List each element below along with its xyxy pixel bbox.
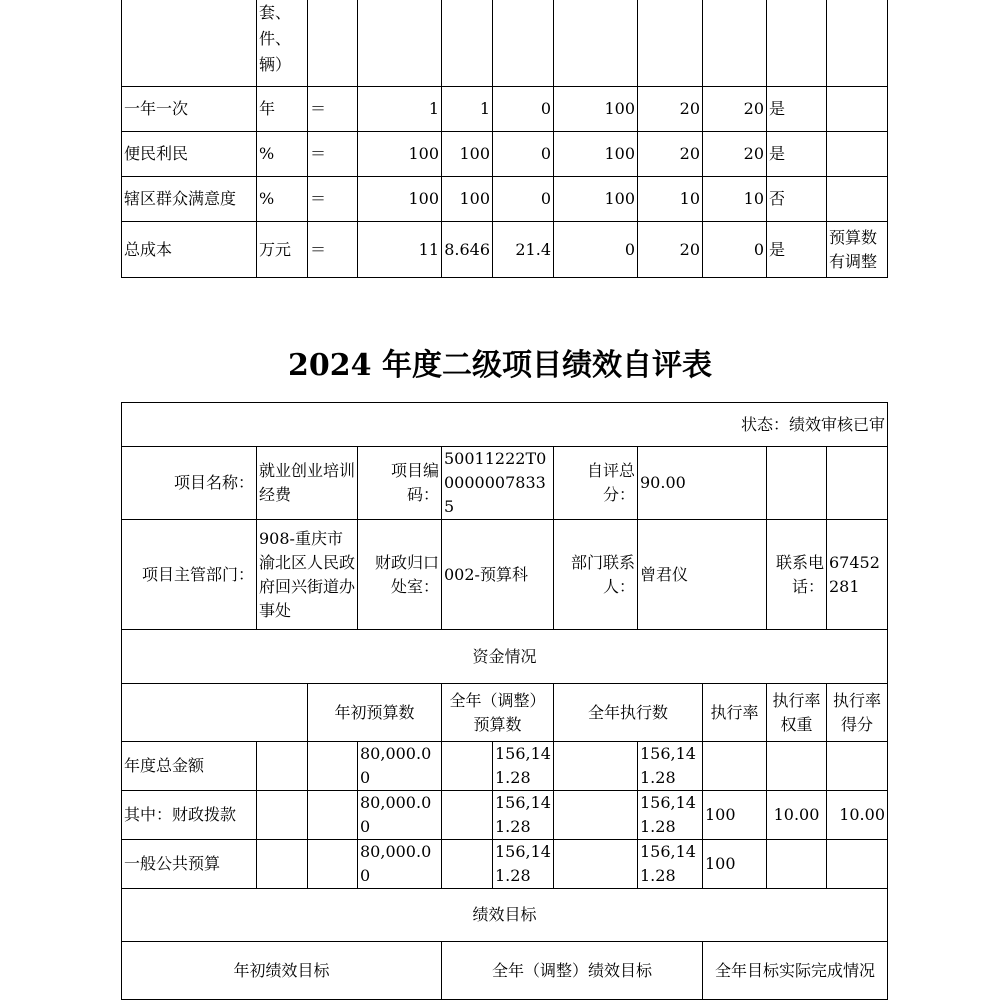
indicator-v3: 0 [493,132,554,177]
perf-header-row [122,942,888,1000]
indicator-row [122,87,888,132]
indicator-unit: 万元 [257,222,308,278]
funds-row-name: 年度总金额 [122,742,257,791]
indicator-v6: 20 [703,132,767,177]
indicator-v6: 20 [703,87,767,132]
header-rate: 执行率 [703,684,767,742]
project-code-label: 项目编码： [358,447,442,520]
indicator-v6: 10 [703,177,767,222]
header-weight: 执行率权重 [767,684,827,742]
funds-row [122,840,888,889]
indicator-v4: 100 [554,177,638,222]
indicator-v5: 20 [638,132,703,177]
dept-info-row [122,520,888,630]
funds-section-title: 资金情况 [122,630,888,684]
funds-rate: 100 [703,791,767,840]
contact-label: 部门联系人： [554,520,638,630]
indicator-v3: 21.4 [493,222,554,278]
indicator-v5: 20 [638,222,703,278]
perf-adjusted-header: 全年（调整）绩效目标 [442,942,703,1000]
indicator-op: ＝ [308,177,358,222]
indicator-note [827,132,888,177]
perf-actual-header: 全年目标实际完成情况 [703,942,888,1000]
dept-name: 908-重庆市渝北区人民政府回兴街道办事处 [257,520,358,630]
funds-weight [767,742,827,791]
funds-initial: 80,000.00 [358,742,442,791]
finance-value: 002-预算科 [442,520,554,630]
indicator-note [827,87,888,132]
funds-executed: 156,141.28 [638,742,703,791]
evaluation-table [121,402,888,1000]
indicator-v5: 10 [638,177,703,222]
indicator-note: 预算数有调整 [827,222,888,278]
header-adjusted-budget: 全年（调整）预算数 [442,684,554,742]
funds-row [122,791,888,840]
indicator-op: ＝ [308,87,358,132]
indicator-flag: 否 [767,177,827,222]
indicator-v2: 1 [442,87,493,132]
indicator-row [122,132,888,177]
indicator-op: ＝ [308,222,358,278]
indicator-v6: 0 [703,222,767,278]
indicator-note [827,177,888,222]
dept-label: 项目主管部门： [122,520,257,630]
indicator-v3: 0 [493,177,554,222]
funds-initial: 80,000.00 [358,791,442,840]
funds-row-name: 一般公共预算 [122,840,257,889]
indicator-v1: 100 [358,177,442,222]
funds-score [827,742,888,791]
project-name-label: 项目名称： [122,447,257,520]
indicator-v2: 100 [442,132,493,177]
project-code: 50011222T000000078335 [442,447,554,520]
funds-rate [703,742,767,791]
indicator-v1: 1 [358,87,442,132]
header-score: 执行率得分 [827,684,888,742]
indicator-flag: 是 [767,132,827,177]
funds-score [827,840,888,889]
header-executed: 全年执行数 [554,684,703,742]
indicator-v2: 8.646 [442,222,493,278]
indicator-row [122,222,888,278]
indicator-v3: 0 [493,87,554,132]
upper-indicator-table [121,0,888,278]
contact-name: 曾君仪 [638,520,767,630]
funds-adjusted: 156,141.28 [493,840,554,889]
indicator-unit: % [257,132,308,177]
indicator-v1: 100 [358,132,442,177]
indicator-unit: 年 [257,87,308,132]
funds-header-row [122,684,888,742]
indicator-v2: 100 [442,177,493,222]
funds-row [122,742,888,791]
funds-executed: 156,141.28 [638,840,703,889]
indicator-v4: 0 [554,222,638,278]
perf-initial-header: 年初绩效目标 [122,942,442,1000]
funds-adjusted: 156,141.28 [493,791,554,840]
funds-initial: 80,000.00 [358,840,442,889]
score-label: 自评总分： [554,447,638,520]
indicator-name: 总成本 [122,222,257,278]
indicator-v4: 100 [554,87,638,132]
funds-rate: 100 [703,840,767,889]
funds-row-name: 其中：财政拨款 [122,791,257,840]
project-info-row [122,447,888,520]
score-value: 90.00 [638,447,767,520]
perf-section-title: 绩效目标 [122,889,888,942]
funds-weight: 10.00 [767,791,827,840]
funds-adjusted: 156,141.28 [493,742,554,791]
indicator-op: ＝ [308,132,358,177]
indicator-flag: 是 [767,222,827,278]
indicator-v4: 100 [554,132,638,177]
indicator-unit: % [257,177,308,222]
funds-executed: 156,141.28 [638,791,703,840]
unit-fragment: 套、件、辆） [257,0,308,87]
indicator-name: 一年一次 [122,87,257,132]
page-title: 2024 年度二级项目绩效自评表 [288,348,712,383]
funds-weight [767,840,827,889]
indicator-v1: 11 [358,222,442,278]
cell-empty [122,0,257,87]
funds-score: 10.00 [827,791,888,840]
phone-label: 联系电话： [767,520,827,630]
indicator-name: 辖区群众满意度 [122,177,257,222]
header-initial-budget: 年初预算数 [308,684,442,742]
indicator-name: 便民利民 [122,132,257,177]
phone-number: 67452281 [827,520,888,630]
project-name: 就业创业培训经费 [257,447,358,520]
indicator-v5: 20 [638,87,703,132]
status-text: 状态：绩效审核已审 [122,403,888,447]
indicator-flag: 是 [767,87,827,132]
finance-label: 财政归口处室： [358,520,442,630]
indicator-row [122,177,888,222]
